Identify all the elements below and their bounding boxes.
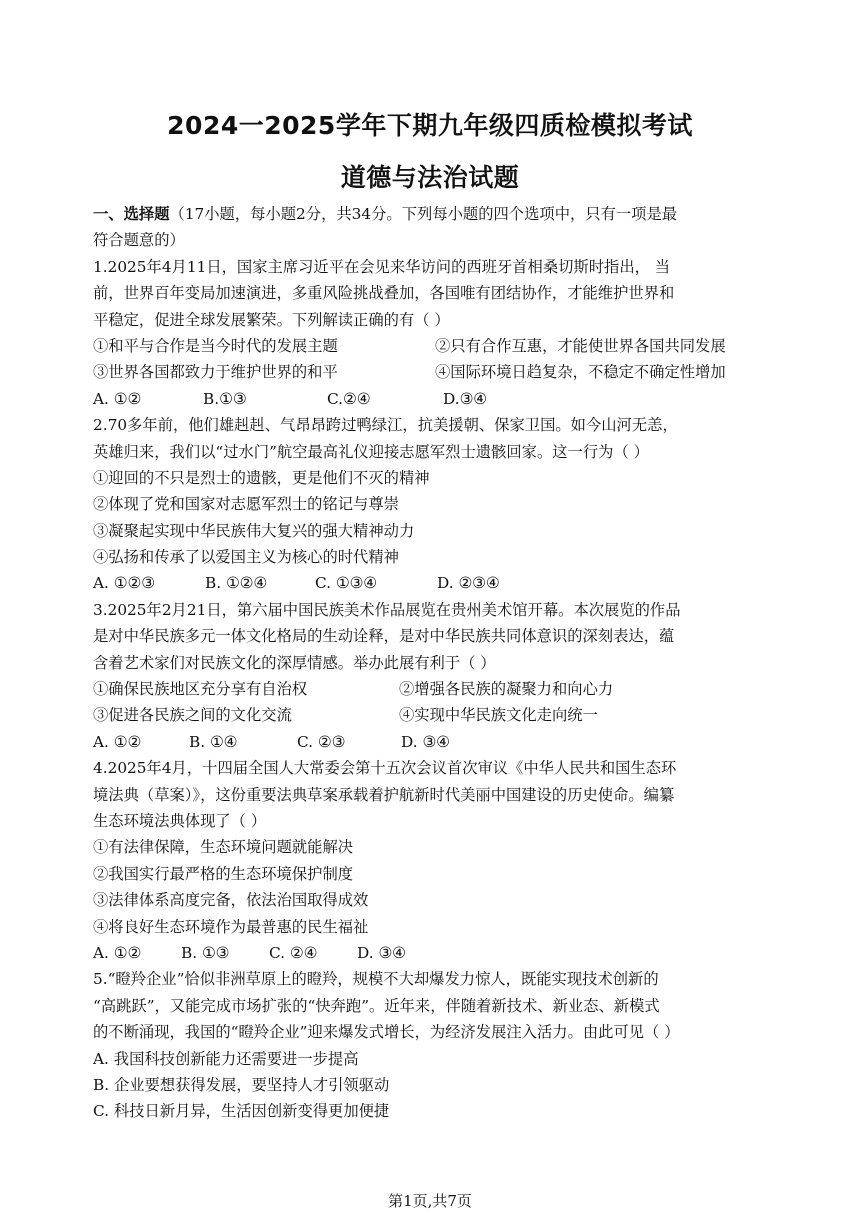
page-number: 第1页,共7页 [388,1192,472,1210]
question-stem-line: 是对中华民族多元一体文化格局的生动诠释，是对中华民族共同体意识的深刻表达，蕴 [93,627,675,646]
statement-row [93,676,773,702]
choice-d: D. ③④ [401,732,450,751]
choice-d: D. ③④ [357,943,406,962]
statement-option: ③世界各国都致力于维护世界的和平 [93,363,338,382]
question-stem-line: 2.70多年前，他们雄赳赳、气昂昂跨过鸭绿江，抗美援朝、保家卫国。如今山河无恙， [93,416,678,435]
statement-option: ④国际环境日趋复杂，不稳定不确定性增加 [435,363,726,382]
exam-title: 2024一2025学年下期九年级四质检模拟考试 [167,111,693,140]
choice-a: A. ①② [93,732,142,751]
answer-choices [93,729,773,755]
choice-d: D.③④ [443,389,488,408]
statement-option: ③法律体系高度完备，依法治国取得成效 [93,891,369,910]
question-2 [93,412,773,597]
statement-option: ③促进各民族之间的文化交流 [93,706,292,725]
choice-c: C. ②③ [297,732,346,751]
question-stem-line: 生态环境法典体现了（ ） [93,811,267,830]
statement-row [93,702,773,728]
exam-content [93,201,773,1125]
statement-option: ①和平与合作是当今时代的发展主题 [93,336,338,355]
answer-choices [93,386,773,412]
question-stem-line: “高跳跃”，又能完成市场扩张的“快奔跑”。近年来，伴随着新技术、新业态、新模式 [93,996,660,1015]
statement-option: ②体现了党和国家对志愿军烈士的铭记与尊崇 [93,495,399,514]
choice-a: A. ①②③ [93,574,155,593]
question-4 [93,755,773,966]
question-1 [93,254,773,412]
choice-b: B. ①④ [189,732,238,751]
statement-row [93,359,773,385]
section-description: （17小题，每小题2分，共34分。下列每小题的四个选项中，只有一项是最 [169,205,678,223]
question-stem-line: 境法典（草案）》，这份重要法典草案承载着护航新时代美丽中国建设的历史使命。编纂 [93,785,675,804]
statement-option: ④将良好生态环境作为最普惠的民生福祉 [93,917,369,936]
statement-option: ①有法律保障，生态环境问题就能解决 [93,838,354,857]
choice-d: D. ②③④ [437,574,500,593]
question-stem-line: 1.2025年4月11日，国家主席习近平在会见来华访问的西班牙首相桑切斯时指出， 当 [93,257,671,276]
question-stem-line: 平稳定，促进全球发展繁荣。下列解读正确的有（ ） [93,310,450,329]
section-description-cont: 符合题意的） [93,231,185,250]
choice-c: C. 科技日新月异，生活因创新变得更加便捷 [93,1102,390,1121]
question-stem-line: 含着艺术家们对民族文化的深厚情感。举办此展有利于（ ） [93,653,496,672]
statement-option: ③凝聚起实现中华民族伟大复兴的强大精神动力 [93,521,415,540]
question-stem-line: 英雄归来，我们以“过水门”航空最高礼仪迎接志愿军烈士遗骸回家。这一行为（ ） [93,442,649,461]
choice-c: C. ①③④ [315,574,378,593]
choice-b: B. ①②④ [205,574,268,593]
statement-option: ④实现中华民族文化走向统一 [399,706,598,725]
choice-c: C.②④ [327,389,371,408]
question-3 [93,597,773,755]
statement-option: ②增强各民族的凝聚力和向心力 [399,680,614,699]
subject-title: 道德与法治试题 [340,163,520,192]
question-stem-line: 3.2025年2月21日，第六届中国民族美术作品展览在贵州美术馆开幕。本次展览的作品 [93,600,681,619]
answer-choices [93,940,773,966]
statement-option: ④弘扬和传承了以爱国主义为核心的时代精神 [93,548,399,567]
statement-row [93,333,773,359]
choice-a: A. ①② [93,943,142,962]
statement-option: ②只有合作互惠，才能使世界各国共同发展 [435,336,726,355]
section-header [93,201,773,227]
choice-c: C. ②④ [269,943,318,962]
question-5 [93,966,773,1124]
question-stem-line: 4.2025年4月，十四届全国人大常委会第十五次会议首次审议《中华人民共和国生态环 [93,759,677,778]
choice-a: A. 我国科技创新能力还需要进一步提高 [93,1049,359,1068]
question-stem-line: 的不断涌现，我国的“瞪羚企业”迎来爆发式增长，为经济发展注入活力。由此可见（ ） [93,1023,680,1042]
answer-choices [93,570,773,596]
question-stem-line: 前，世界百年变局加速演进，多重风险挑战叠加，各国唯有团结协作，才能维护世界和 [93,284,675,303]
question-stem-line: 5.“瞪羚企业”恰似非洲草原上的瞪羚，规模不大却爆发力惊人，既能实现技术创新的 [93,970,659,989]
section-label: 一、选择题 [93,205,170,223]
choice-b: B. 企业要想获得发展，要坚持人才引领驱动 [93,1075,390,1094]
choice-a: A. ①② [93,389,142,408]
statement-option: ②我国实行最严格的生态环境保护制度 [93,864,354,883]
statement-option: ①确保民族地区充分享有自治权 [93,680,308,699]
choice-b: B.①③ [203,389,247,408]
statement-option: ①迎回的不只是烈士的遗骸，更是他们不灭的精神 [93,468,430,487]
choice-b: B. ①③ [181,943,230,962]
